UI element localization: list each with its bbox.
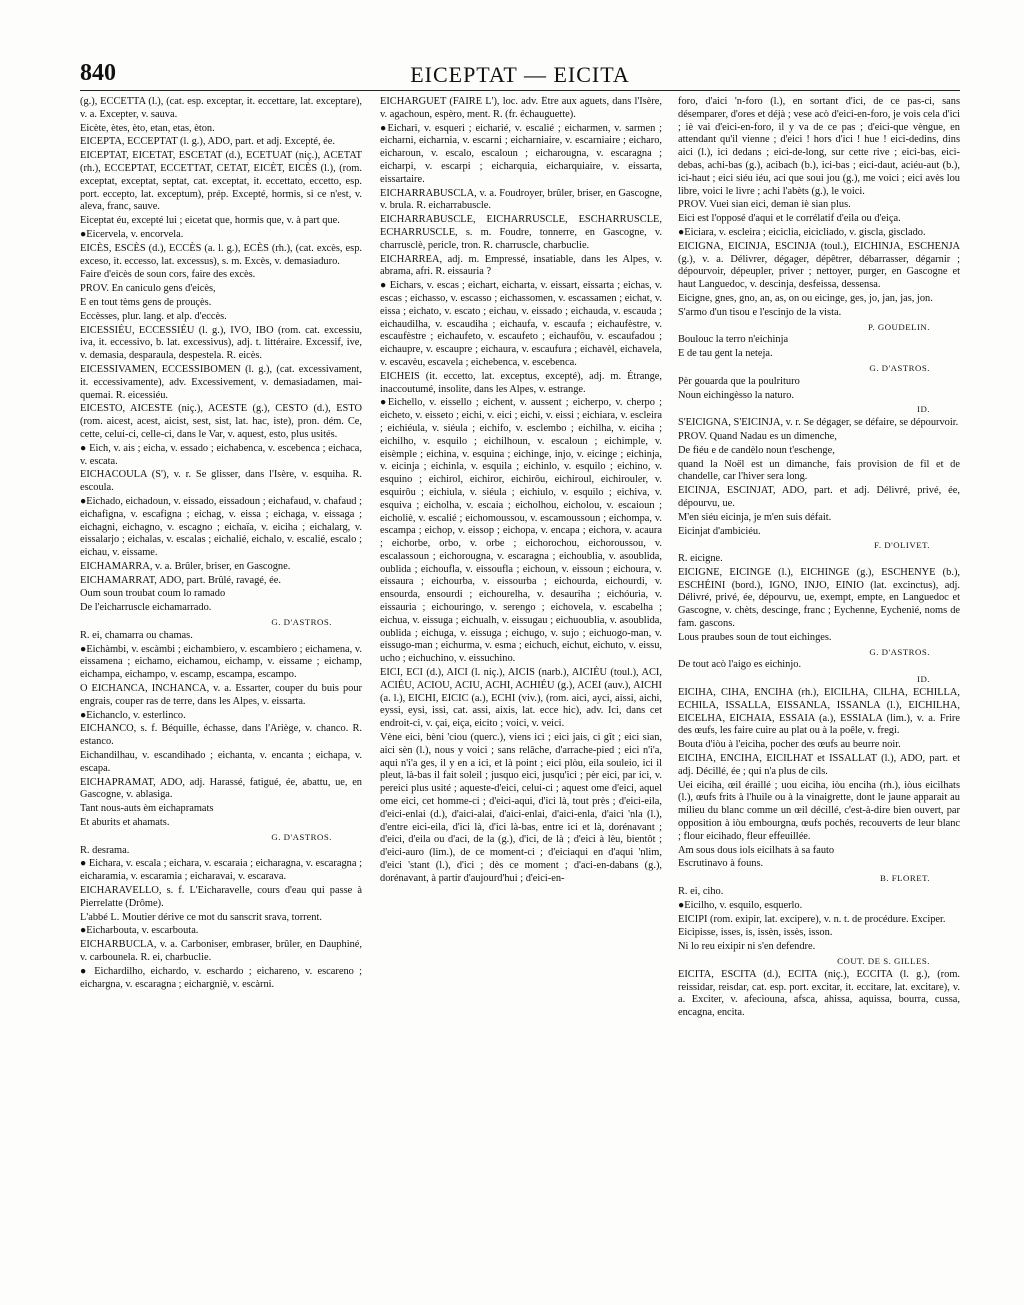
entry-paragraph: De tout acò l'aigo es eichinjo.: [678, 659, 802, 671]
entry-paragraph: ● Eich, v. ais ; eicha, v. essado ; eichabenca, v. escebenca ; eichaca, v. escata.: [80, 442, 362, 467]
entry-paragraph: ●Eichari, v. esqueri ; eicharié, v. escalié ; eicharmen, v. sarmen ; eicharni, eicharnia, v. escarni ; eicharniaire, v. escarniaire ; eicharo, eicharoun, v. escalo, escaloun ; eicharougna, v. escaragna ; eicharpi, v. escarpi ; eicharquia, eicharquiaire, v. eissarta, eissartaire.: [380, 122, 662, 185]
entry-paragraph: EICHEIS (it. eccetto, lat. exceptus, excepté), adj. m. Étrange, inaccoutumé, insolite, dans les Alpes, v. estrange.: [380, 370, 662, 395]
entry-paragraph: R. desrama.: [80, 844, 130, 856]
entry-paragraph: EICHARRABUSCLE, EICHARRUSCLE, ESCHARRUSCLE, ECHARRUSCLE, s. m. Foudre, tonnerre, en Gascogne, v. charrusclè, pericle, tron. R. charruscle, charbuclie.: [380, 214, 662, 251]
entry-paragraph: O EICHANCA, INCHANCA, v. a. Essarter, couper du buis pour engrais, couper ras de terre, dans les Alpes, v. eissarta.: [80, 683, 362, 707]
entry-paragraph: EICHACOULA (S'), v. r. Se glisser, dans l'Isère, v. esquiha. R. escoula.: [80, 469, 362, 494]
column-3: [678, 96, 960, 1296]
entry-paragraph: Eicète, ètes, èto, etan, etas, èton.: [80, 122, 215, 134]
entry-paragraph: ● Eichars, v. escas ; eichart, eicharta, v. eissart, eissarta ; eichas, v. escas ; eichasso, v. escasso ; eichassomen, v. escassamen ; eichat, v. eissa ; eichato, v. escato ; eichau, v. eissado ; eichauda, v. escauda ; eichaudilha, v. escaudiha ; eichaufa, v. escaufa ; eichaufèstre, v. escaufèstre ; eichaufeto, v. escaufeto ; eichaufôu, v. escaufadou ; eichaupre, v. escaupre ; eichaura, v. escaufura ; eichavèl, eichavela, v. escavèu, escavela ; eichebenca, v. escebenca.: [380, 280, 662, 368]
column-1: [80, 96, 362, 1296]
entry-paragraph: EICHAPRAMAT, ADO, adj. Harassé, fatigué, ée, abattu, ue, en Gascogne, v. ablasiga.: [80, 776, 362, 801]
header-rule: [80, 90, 960, 91]
entry-paragraph: foro, d'aici 'n-foro (l.), en sortant d'ici, de ce pas-ci, sans désemparer, d'ores et déjà ; vese acò d'eici-en-foro, je vois cela d'ici ; iè vai d'eici-en-foro, il y va de ce pas ; d'eici-que vèngue, en attendant qu'il vienne ; d'eici ! hors d'ici ! hue ! eici-dedins, dins aici (l.), ici dedans ; eici-de-long, sur cette rive ; eici-bas, eici-debas, achi-bas (g.), acibach (b.), ici-bas ; eici-daut, aciéu-aut (b.), ici-haut ; eici siéu iéu, aci que soui jou (g.), me voici ; eici avès lou libre, voici le livre ; achi l'abèts (g.), le voici.: [678, 96, 960, 197]
entry-paragraph: S'armo d'un tisou e l'escinjo de la vista.: [678, 306, 842, 318]
entry-paragraph: B. FLORET.: [879, 873, 930, 884]
entry-paragraph: EICHARBUCLA, v. a. Carboniser, embraser, brûler, en Dauphiné, v. carbounela. R. ei, charbuclie.: [80, 939, 362, 963]
entry-paragraph: ●Eiciara, v. escleira ; eiciclia, eicicliado, v. giscla, gisclado.: [678, 226, 926, 238]
entry-paragraph: EICEPTAT, EICETAT, ESCETAT (d.), ECETUAT (niç.), ACETAT (rh.), ECCEPTAT, ECCETTAT, CETAT, EICÈT, EICÈS (l.), (rom. exceptat, exceptat, septat, cat. exceptat, it. eccettato, eccetto, esp. port. eccepto, lat. exceptum), prép. Excepté, hormis, si ce n'est, v. aleva, franc, sauve.: [80, 150, 362, 213]
entry-paragraph: ●Eicharbouta, v. escarbouta.: [80, 925, 199, 937]
entry-paragraph: Lous praubes soun de tout eichinges.: [678, 631, 832, 643]
entry-paragraph: Eicipisse, isses, is, issèn, issès, isson.: [678, 927, 833, 939]
entry-paragraph: EICHARRABUSCLA, v. a. Foudroyer, brûler, briser, en Gascogne, v. brula. R. eicharrabuscle.: [380, 187, 662, 212]
entry-paragraph: EICITA, ESCITA (d.), ECITA (niç.), ECCITA (l. g.), (rom. reissidar, reisdar, cat. esp. port. excitar, it. eccitare, lat. excitare), v. a. Exciter, v. afeciouna, afsca, ahissa, aquissa, bourra, cussa, encagna, encita.: [678, 968, 960, 1019]
entry-paragraph: E en tout tèms gens de prouçès.: [80, 296, 212, 308]
entry-paragraph: R. eicigne.: [678, 553, 723, 565]
running-title: EICEPTAT — EICITA: [410, 62, 630, 87]
entry-paragraph: Eccèsses, plur. lang. et alp. d'eccès.: [80, 310, 227, 322]
entry-paragraph: EICHANCO, s. f. Béquille, échasse, dans l'Ariège, v. chanco. R. estanco.: [80, 723, 362, 748]
entry-paragraph: EICIGNA, EICINJA, ESCINJA (toul.), EICHINJA, ESCHENJA (g.), v. a. Délivrer, dégager, dépêtrer, débarrasser, dégarnir ; dépourvoir, dépeupler, priver ; nettoyer, purger, en Gascogne et haut Languedoc, v. descinja, desfeissa, dessensa.: [678, 240, 960, 291]
entry-paragraph: Noun eichingèsso la naturo.: [678, 389, 795, 401]
entry-paragraph: ● Eichardilho, eichardo, v. eschardo ; eichareno, v. escareno ; eichargna, v. escaragna ; eichargniè, v. escàrni.: [80, 965, 362, 990]
entry-paragraph: R. ei, chamarra ou chamas.: [80, 629, 193, 641]
entry-paragraph: ●Eicilho, v. esquilo, esquerlo.: [678, 899, 803, 911]
entry-paragraph: EICIPI (rom. exipir, lat. excipere), v. n. t. de procédure. Exciper.: [678, 913, 946, 925]
entry-paragraph: Faire d'eicès de soun cors, faire des excès.: [80, 269, 256, 281]
entry-paragraph: EICIGNE, EICINGE (l.), EICHINGE (g.), ESCHENYE (b.), ESCHÉINI (bord.), IGNO, INJO, EINIO (lat. excinctus), adj. Délivré, privé, ée, dépourvu, ue, exempt, empte, en Languedoc et Gascogne, v. chèts, descinge, franc ; Eychenne, Eychenié, noms de fam. gascons.: [678, 566, 960, 630]
entry-paragraph: EICESSIVAMEN, ECCESSIBOMEN (l. g.), (cat. excessivament, it. eccessivamente), adv. Excessivement, v. demasiadamen, mai-quemai. R. eicessiéu.: [80, 363, 362, 401]
entry-paragraph: ●Eichado, eichadoun, v. eissado, eissadoun ; eichafaud, v. chafaud ; eichafigna, v. escafigna ; eichag, v. eissa ; eichaga, v. eissaga ; eichagni, eichagno, v. escagno ; eichaïa, v. eiciha ; eichalarg, v. eissalarjo ; eichalas, v. escalas ; eichalié, eichalo, v. escalié, escalo ; eichau, v. eissame.: [80, 495, 362, 559]
entry-paragraph: Bouta d'iòu à l'eiciha, pocher des œufs au beurre noir.: [678, 739, 901, 751]
entry-paragraph: ●Eichanclo, v. esterlinco.: [80, 709, 186, 721]
entry-paragraph: M'en siéu eicinja, je m'en suis défait.: [678, 511, 832, 523]
entry-paragraph: ● Eichara, v. escala ; eichara, v. escaraia ; eicharagna, v. escaragna ; eicharamia, v. escaramia ; eicharavai, v. escarava.: [80, 858, 362, 883]
entry-paragraph: EICHAMARRAT, ADO, part. Brûlé, ravagé, ée.: [80, 574, 281, 586]
entry-paragraph: Am sous dous iols eicilhats à sa fauto: [678, 844, 835, 856]
entry-paragraph: G. D'ASTROS.: [271, 831, 332, 842]
entry-paragraph: Eicigne, gnes, gno, an, as, on ou eicinge, ges, jo, jan, jas, jon.: [678, 292, 933, 304]
entry-paragraph: Eichandilhau, v. escandihado ; eichanta, v. encanta ; eichapa, v. escapa.: [80, 750, 362, 774]
entry-paragraph: Et aburits et ahamats.: [80, 817, 170, 829]
entry-paragraph: EICEPTA, ECCEPTAT (l. g.), ADO, part. et adj. Excepté, ée.: [80, 136, 335, 148]
entry-paragraph: quand la Noël est un dimanche, fais provision de fil et de chandelle, car l'hiver sera long.: [678, 458, 960, 483]
entry-paragraph: PROV. En caniculo gens d'eicès,: [80, 283, 216, 295]
entry-paragraph: R. ei, ciho.: [678, 886, 724, 898]
entry-paragraph: EICI, ECI (d.), AICI (l. niç.), AICIS (narb.), AICIÉU (toul.), ACI, ACIÉU, ACIOU, ACIU, ACHI, ACHIÉU (g.), ACEI (auv.), AICHI (a. l.), EICHI, EICIC (a.), ECHI (viv.), (rom. aici, ayci, aissi, aichi, eyssi, eysi, issi, cat. assi, aixis, lat. ecce hic), adv. Ici, dans cet endroit-ci, v. çai, eiça, eicito ; voici, v. veici.: [380, 667, 662, 730]
entry-paragraph: EICINJA, ESCINJAT, ADO, part. et adj. Délivré, privé, ée, dépourvu, ue.: [678, 485, 960, 509]
page-number: 840: [80, 60, 116, 86]
page-header: [80, 60, 960, 90]
entry-paragraph: COUT. DE S. GILLES.: [837, 956, 930, 966]
entry-paragraph: De fiéu e de candèlo noun t'eschenge,: [678, 444, 835, 456]
entry-paragraph: EICÈS, ESCÈS (d.), ECCÈS (a. l. g.), ECÈS (rh.), (cat. excès, esp. exceso, it. eccesso, lat. excessus), s. m. Excès, v. demasiaduro.: [80, 242, 362, 267]
entry-paragraph: EICIHA, ENCIHA, EICILHAT et ISSALLAT (l.), ADO, part. et adj. Décillé, ée ; qui n'a plus de cils.: [678, 753, 960, 777]
entry-paragraph: PROV. Vuei sian eici, deman iè sian plus.: [678, 199, 851, 211]
entry-paragraph: EICHARREA, adj. m. Empressé, insatiable, dans les Alpes, v. abrama, afri. R. eissauria ?: [380, 253, 662, 278]
column-2: [380, 96, 662, 1296]
entry-paragraph: S'EICIGNA, S'EICINJA, v. r. Se dégager, se défaire, se dépourvoir.: [678, 417, 959, 429]
entry-paragraph: EICHARGUET (FAIRE L'), loc. adv. Être aux aguets, dans l'Isère, v. agachoun, espèro, ment. R. (fr. échauguette).: [380, 96, 662, 120]
entry-paragraph: De l'eicharruscle eichamarrado.: [80, 602, 212, 614]
entry-paragraph: Oum soun troubat coum lo ramado: [80, 588, 226, 600]
entry-paragraph: ID.: [917, 674, 930, 685]
entry-paragraph: G. D'ASTROS.: [869, 362, 930, 373]
entry-paragraph: Vène eici, bèni 'ciou (querc.), viens ici ; eici jais, ci gît ; eici sian, aici sèn (l.), nous y voici ; sans relâche, d'arrache-pied ; eici n'i'a, aqui n'i'a ges, il y en a ici, et là point ; eici plòu, eila souleio, ici il pleut, là-bas il fait soleil ; jusquo eici, jusqu'ici ; pèr eici, par ici, v. pereici plus usité ; aqueste-d'eici, celui-ci ; aquest ome d'eici, aquel ome eici, cet homme-ci ; d'eici-aqui, d'ici là, tout près ; d'eici-eila, d'eici-enlai (d.), d'aici-alai, d'aici-enlai, d'aici-enla, d'aici 'nla (l.), d'entre eici-eila, d'ici là, d'ici là-bas, entre ici et là, dorénavant ; d'eici, d'eila ou d'aci, de la (g.), d'ici, de là ; d'eici à lèu, bientôt ; d'eici-auro (lim.), de ce moment-ci ; d'eiciaqui en d'aqui 'nlim, d'eici 'stant (l.), d'ici ; dès ce moment ; d'aci-en-dabans (g.), dorénavant, à partir d'aujourd'hui ; d'eici-en-: [380, 732, 662, 884]
entry-paragraph: EICHARAVELLO, s. f. L'Eicharavelle, cours d'eau qui passe à Pierrelatte (Drôme).: [80, 885, 362, 909]
entry-paragraph: L'abbé L. Moutier dérive ce mot du sanscrit srava, torrent.: [80, 911, 322, 923]
entry-paragraph: EICHAMARRA, v. a. Brûler, briser, en Gascogne.: [80, 560, 291, 572]
entry-paragraph: F. D'OLIVET.: [874, 540, 930, 551]
entry-paragraph: Ni lo reu eixipir ni s'en defendre.: [678, 941, 816, 953]
entry-paragraph: Eiceptat éu, excepté lui ; eicetat que, hormis que, v. à part que.: [80, 215, 340, 227]
entry-paragraph: ID.: [917, 404, 930, 415]
entry-paragraph: Uei eiciha, œil éraillé ; uou eiciha, iòu enciha (rh.), iòus eicilhats (l.), œufs frits à l'huile ou à la vinaigrette, dont le jaune apparait au milieu du blanc comme un œil décillé, c'est-à-dire bien ouvert, par opposition à iòu embourgna, œufs pochés, recouverts de leur blanc ; flour eicihado, fleur effeuillée.: [678, 779, 960, 842]
entry-paragraph: Eici est l'opposé d'aqui et le corrélatif d'eila ou d'eiça.: [678, 213, 901, 225]
entry-paragraph: Eicinjat d'ambiciéu.: [678, 525, 761, 537]
entry-paragraph: Boulouc la terro n'eichinja: [678, 334, 789, 346]
entry-paragraph: P. GOUDELIN.: [868, 321, 930, 332]
entry-paragraph: G. D'ASTROS.: [869, 646, 930, 657]
entry-paragraph: ●Eichello, v. eissello ; eichent, v. aussent ; eicherpo, v. cherpo ; eicheto, v. eisseto ; eichi, v. eici ; eichi, v. eissi ; eichiara, v. escleira ; eichiéula, v. siéula ; eichifo, v. esclembo ; eichilha, v. eiciha ; eichilho, v. esquilo ; eichilhoun, v. escaloun ; eichimple, v. eisèmple ; eichina, v. esquina ; eichinge, injo, v. eicinge ; eichinja, v. eicinja ; eichinla, v. esquila ; eichinlo, v. esquilo ; eichino, v. esquino ; eichirol, eichiror, eichirôu, eichiroul, eichirouler, v. esquirôu ; eichiula, v. siéula ; eichiulo, v. esquilo ; eichiva, v. esquiva ; eicholha, v. escaia ; eicholhou, eicholou, v. escaioun ; eicholiè, v. escalié ; eichomoussou, v. escamoussoun ; eichompa, v. escampa ; eichop, v. eissop ; eichopa, v. encapa ; eichora, v. acaura ; eichorbe, orbo, v. orbe ; eichorochou, eichoroussou, v. escalassoun ; eichorougna, v. escaragna ; eichoublia, v. asoublida, oublida ; eichoufla, v. eissoufla ; eichoun, v. eissoun ; eichoura, v. eissaura ; eichourba, v. eissourba ; eichourda, eichourdi, v. ensourda, ensourdi ; eichourelha, v. desauriha ; eichóuria, v. eissauria ; eichouringo, v. serengo ; eichovela, v. escabelha ; eichua, v. eissuga ; eichualh, v. eissugau ; eichuoublia, v. asoublida, oublida ; eichuga, v. eissuga ; eichugo, v. sujo ; eichuogo-man, v. eissugo-man ; eichurma, v. esma ; eichuch, eichut, eichuto, v. eissu, ucho ; eichuchino, v. eissuchino.: [380, 397, 662, 665]
entry-paragraph: Pèr gouarda que la poulrituro: [678, 375, 800, 387]
entry-paragraph: Escrutinavo à founs.: [678, 858, 764, 870]
entry-paragraph: G. D'ASTROS.: [271, 617, 332, 628]
entry-paragraph: EICESSIÉU, ECCESSIÉU (l. g.), IVO, IBO (rom. cat. excessiu, iva, it. eccessivo, b. lat. excessivus), adj. t. littéraire. Excessif, ive, v. demasia, desparaula, despestela. R. eicès.: [80, 324, 362, 362]
entry-paragraph: EICIHA, CIHA, ENCIHA (rh.), EICILHA, CILHA, ECHILLA, ECHILA, ISSALLA, EISSANLA, ISSANLA (l.), EICHILHA, EICELHA, EICHAIA, ESSAIA (a.), ESSIALA (lim.), v. a. Frire des œufs, les faire cuire au plat ou à la poêle, v. fregi.: [678, 687, 960, 737]
entry-paragraph: (g.), ECCETTA (l.), (cat. esp. exceptar, it. eccettare, lat. exceptare), v. a. Excepter, v. sauva.: [80, 96, 362, 120]
entry-paragraph: EICESTO, AICESTE (niç.), ACESTE (g.), CESTO (d.), ESTO (rom. aicest, acest, aicist, sest, sist, lat. hac, iste), pron. dém. Ce, cette, celui-ci, celle-ci, dans le Var, v. aquest, esto, plus usités.: [80, 403, 362, 440]
entry-paragraph: Tant nous-auts èm eichapramats: [80, 803, 214, 815]
entry-paragraph: ●Eichàmbi, v. escàmbi ; eichambiero, v. escambiero ; eichamena, v. eissamena ; eichamo, eichamou, eichamp, v. eissame ; eichamp, eichampa, eichampo, v. escamp, escampa, escampo.: [80, 643, 362, 681]
entry-paragraph: ●Eicervela, v. encorvela.: [80, 228, 184, 240]
entry-paragraph: E de tau gent la neteja.: [678, 348, 773, 360]
entry-paragraph: PROV. Quand Nadau es un dimenche,: [678, 430, 837, 442]
